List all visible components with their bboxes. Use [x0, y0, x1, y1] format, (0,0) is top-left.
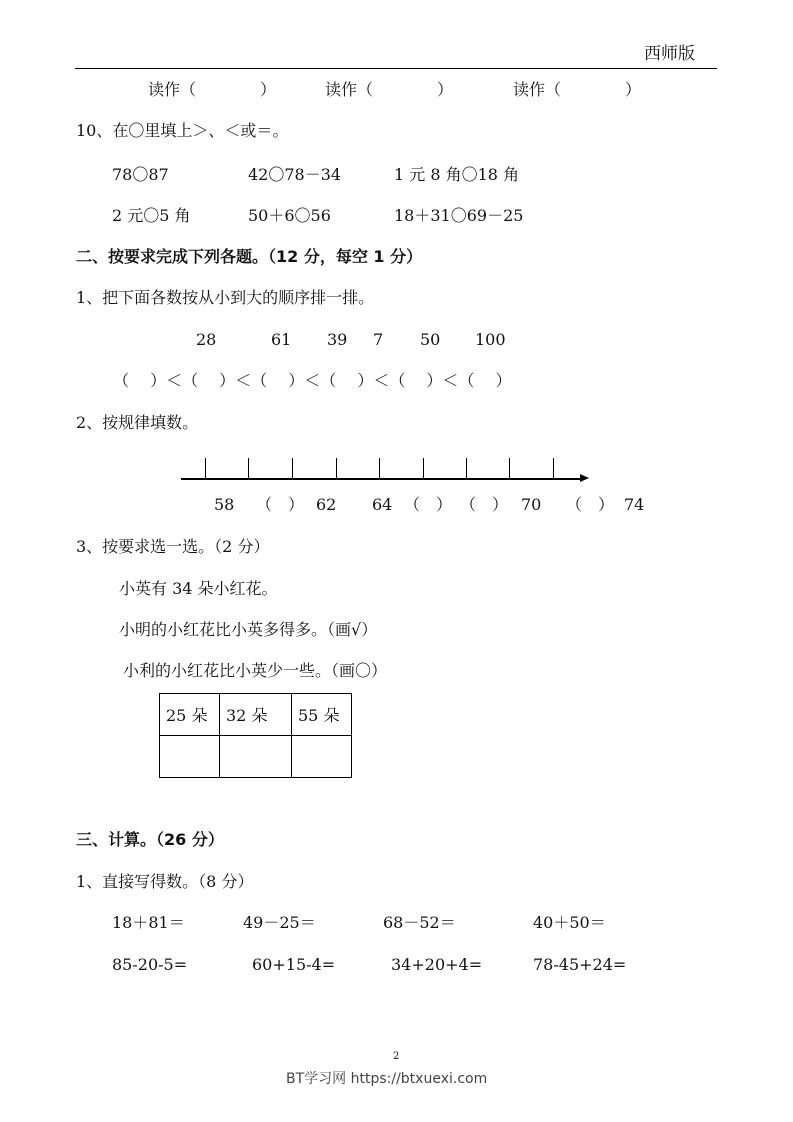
arrow-icon: [580, 474, 589, 482]
tick: [466, 458, 467, 478]
tick: [509, 458, 510, 478]
tick: [423, 458, 424, 478]
calc-item: 34+20+4=: [391, 955, 483, 974]
line-label: （ ）: [404, 495, 453, 514]
compare-item: 78〇87: [112, 165, 169, 184]
number: 7: [373, 330, 384, 349]
number: 39: [327, 330, 348, 349]
table-cell: 32 朵: [220, 694, 292, 736]
tick: [205, 458, 206, 478]
compare-item: 18＋31〇69－25: [394, 206, 524, 225]
s3-q1-title: 1、直接写得数。（8 分）: [76, 872, 254, 891]
calc-item: 68－52＝: [383, 913, 456, 932]
order-blanks: （ ）＜（ ）＜（ ）＜（ ）＜（ ）＜（ ）: [113, 371, 512, 390]
calc-item: 49－25＝: [243, 913, 316, 932]
q3-line: 小利的小红花比小英少一些。（画〇）: [123, 661, 388, 680]
section3-title: 三、计算。（26 分）: [76, 830, 224, 849]
line-label: （ ）: [256, 495, 305, 514]
s2-q3-title: 3、按要求选一选。（2 分）: [76, 537, 270, 556]
line-label: 64: [372, 495, 393, 514]
number-line: [181, 478, 581, 480]
compare-item: 50＋6〇56: [248, 206, 331, 225]
edition-label: 西师版: [644, 44, 695, 64]
line-label: （ ）: [460, 495, 509, 514]
s2-q1-title: 1、把下面各数按从小到大的顺序排一排。: [76, 288, 375, 307]
number: 100: [475, 330, 506, 349]
compare-item: 42〇78－34: [248, 165, 342, 184]
tick: [248, 458, 249, 478]
number: 61: [271, 330, 292, 349]
calc-item: 85-20-5=: [112, 955, 188, 974]
line-label: 58: [214, 495, 235, 514]
line-label: 74: [624, 495, 645, 514]
line-label: 62: [316, 495, 337, 514]
answer-cell[interactable]: [160, 736, 220, 778]
tick: [336, 458, 337, 478]
line-label: （ ）: [566, 495, 615, 514]
page-number: 2: [393, 1051, 400, 1062]
read-blank: 读作（ ）: [513, 80, 642, 99]
section2-title: 二、按要求完成下列各题。（12 分，每空 1 分）: [76, 247, 423, 266]
read-blank: 读作（ ）: [325, 80, 454, 99]
choice-table: [159, 693, 352, 778]
tick: [379, 458, 380, 478]
line-label: 70: [521, 495, 542, 514]
calc-item: 18＋81＝: [112, 913, 185, 932]
number: 28: [196, 330, 217, 349]
calc-item: 78-45+24=: [533, 955, 627, 974]
compare-item: 2 元〇5 角: [112, 206, 191, 225]
calc-item: 40＋50＝: [533, 913, 606, 932]
q3-line: 小英有 34 朵小红花。: [119, 579, 278, 598]
answer-cell[interactable]: [220, 736, 292, 778]
tick: [553, 458, 554, 478]
q10-title: 10、在〇里填上＞、＜或＝。: [76, 121, 289, 140]
table-cell: 25 朵: [160, 694, 220, 736]
read-blank: 读作（ ）: [148, 80, 277, 99]
footer-site: BT学习网 https://btxuexi.com: [286, 1071, 488, 1087]
header-rule: [75, 68, 717, 69]
number: 50: [420, 330, 441, 349]
table-cell: 55 朵: [292, 694, 352, 736]
tick: [292, 458, 293, 478]
calc-item: 60+15-4=: [252, 955, 336, 974]
answer-cell[interactable]: [292, 736, 352, 778]
q3-line: 小明的小红花比小英多得多。（画√）: [119, 620, 378, 639]
compare-item: 1 元 8 角〇18 角: [394, 165, 520, 184]
s2-q2-title: 2、按规律填数。: [76, 413, 199, 432]
